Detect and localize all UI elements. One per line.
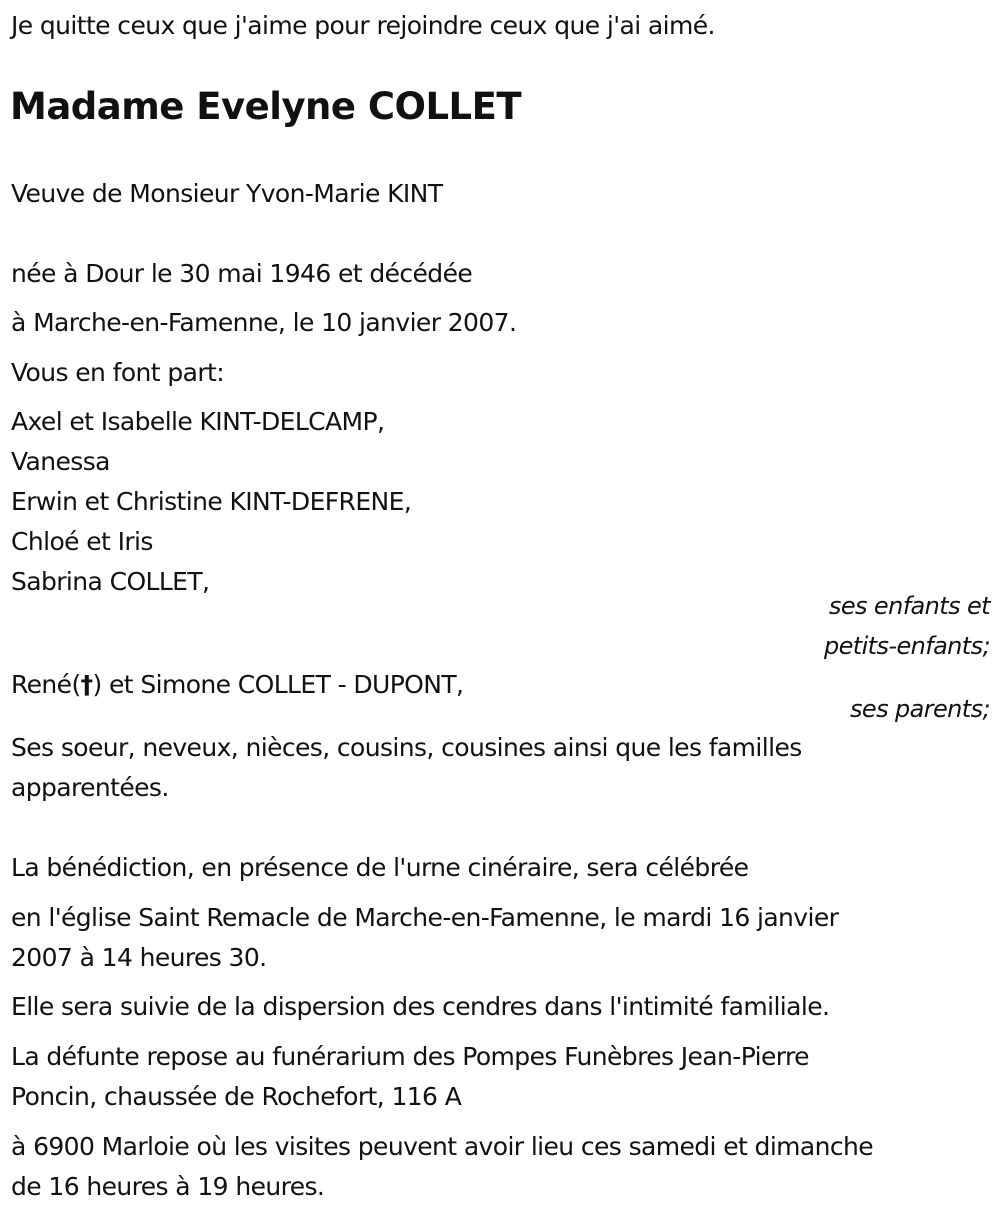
- family-member: Erwin et Christine KINT-DEFRENE,: [11, 487, 412, 516]
- widow-of: Veuve de Monsieur Yvon-Marie KINT: [11, 179, 443, 208]
- parents-prefix: René(: [11, 670, 81, 699]
- announcement: Vous en font part:: [11, 358, 225, 387]
- parents-suffix: ) et Simone COLLET - DUPONT,: [92, 670, 464, 699]
- extended-family-1: Ses soeur, neveux, nièces, cousins, cousines ainsi que les familles: [11, 733, 802, 762]
- extended-family-2: apparentées.: [11, 773, 169, 802]
- relation-children-1: ses enfants et: [828, 592, 990, 620]
- funeral-home-1: La défunte repose au funérarium des Pompes Funèbres Jean-Pierre: [11, 1042, 809, 1071]
- ceremony-2: en l'église Saint Remacle de Marche-en-Famenne, le mardi 16 janvier: [11, 903, 839, 932]
- visits-1: à 6900 Marloie où les visites peuvent avoir lieu ces samedi et dimanche: [11, 1132, 874, 1161]
- ceremony-1: La bénédiction, en présence de l'urne cinéraire, sera célébrée: [11, 853, 749, 882]
- family-member: Sabrina COLLET,: [11, 567, 210, 596]
- cross-icon: †: [80, 670, 93, 699]
- ceremony-3: 2007 à 14 heures 30.: [11, 943, 267, 972]
- parents-line: [11, 665, 463, 705]
- family-member: Vanessa: [11, 447, 110, 476]
- family-member: Chloé et Iris: [11, 527, 153, 556]
- birth-line-2: à Marche-en-Famenne, le 10 janvier 2007.: [11, 308, 517, 337]
- dispersion: Elle sera suivie de la dispersion des cendres dans l'intimité familiale.: [11, 992, 830, 1021]
- epigraph: Je quitte ceux que j'aime pour rejoindre ceux que j'ai aimé.: [11, 11, 715, 40]
- relation-children-2: petits-enfants;: [824, 632, 990, 660]
- funeral-home-2: Poncin, chaussée de Rochefort, 116 A: [11, 1082, 462, 1111]
- page-title: Madame Evelyne COLLET: [10, 85, 522, 128]
- relation-parents: ses parents;: [850, 695, 990, 723]
- birth-line-1: née à Dour le 30 mai 1946 et décédée: [11, 259, 473, 288]
- visits-2: de 16 heures à 19 heures.: [11, 1172, 325, 1201]
- family-member: Axel et Isabelle KINT-DELCAMP,: [11, 407, 385, 436]
